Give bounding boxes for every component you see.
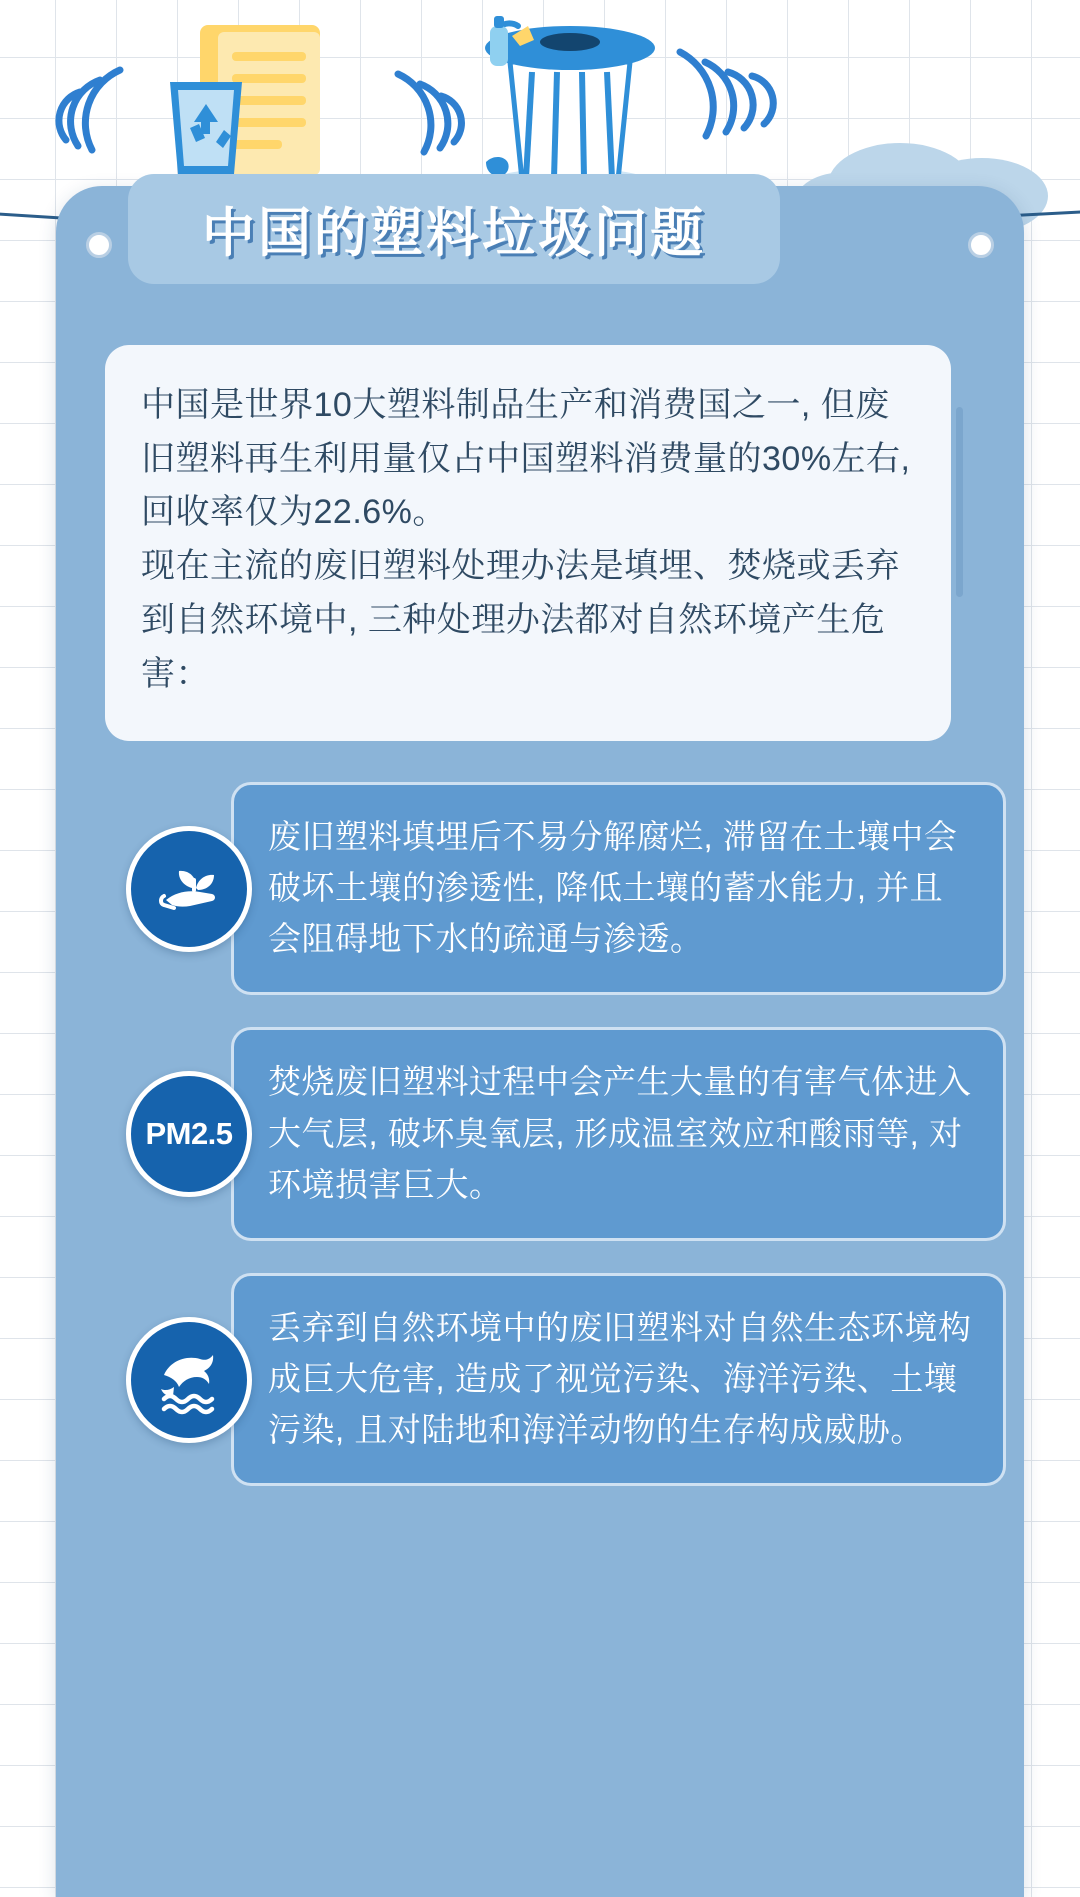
point-text: 焚烧废旧塑料过程中会产生大量的有害气体进入大气层, 破坏臭氧层, 形成温室效应和酸雨等, 对环境损害巨大。 xyxy=(268,1063,972,1203)
pm25-icon xyxy=(126,1071,252,1197)
intro-paragraph-1: 中国是世界10大塑料制品生产和消费国之一, 但废旧塑料再生利用量仅占中国塑料消费量的30%左右, 回收率仅为22.6%。 xyxy=(141,386,911,532)
point-bubble xyxy=(231,1027,1006,1240)
list-item xyxy=(76,782,1006,995)
content-card xyxy=(56,186,1024,1897)
pm25-label: PM2.5 xyxy=(145,1116,233,1152)
point-bubble xyxy=(231,782,1006,995)
point-text: 废旧塑料填埋后不易分解腐烂, 滞留在土壤中会破坏土壤的渗透性, 降低土壤的蓄水能力, 并且会阻碍地下水的疏通与渗透。 xyxy=(268,818,958,958)
eyelet-right xyxy=(968,232,994,258)
page-title: 中国的塑料垃圾问题 xyxy=(202,204,706,263)
scroll-indicator[interactable] xyxy=(956,407,963,597)
eyelet-left xyxy=(86,232,112,258)
list-item xyxy=(76,1273,1006,1486)
intro-paragraph-2: 现在主流的废旧塑料处理办法是填埋、焚烧或丢弃到自然环境中, 三种处理办法都对自然环境产生危害： xyxy=(141,547,900,693)
point-text: 丢弃到自然环境中的废旧塑料对自然生态环境构成巨大危害, 造成了视觉污染、海洋污染、土壤污染, 且对陆地和海洋动物的生存构成威胁。 xyxy=(268,1308,972,1449)
title-plate xyxy=(128,174,780,284)
list-item xyxy=(76,1027,1006,1240)
dolphin-waves-icon xyxy=(126,1317,252,1443)
intro-panel xyxy=(105,345,951,741)
plant-in-hand-icon xyxy=(126,826,252,952)
points-list xyxy=(76,782,1006,1518)
point-bubble xyxy=(231,1273,1006,1486)
